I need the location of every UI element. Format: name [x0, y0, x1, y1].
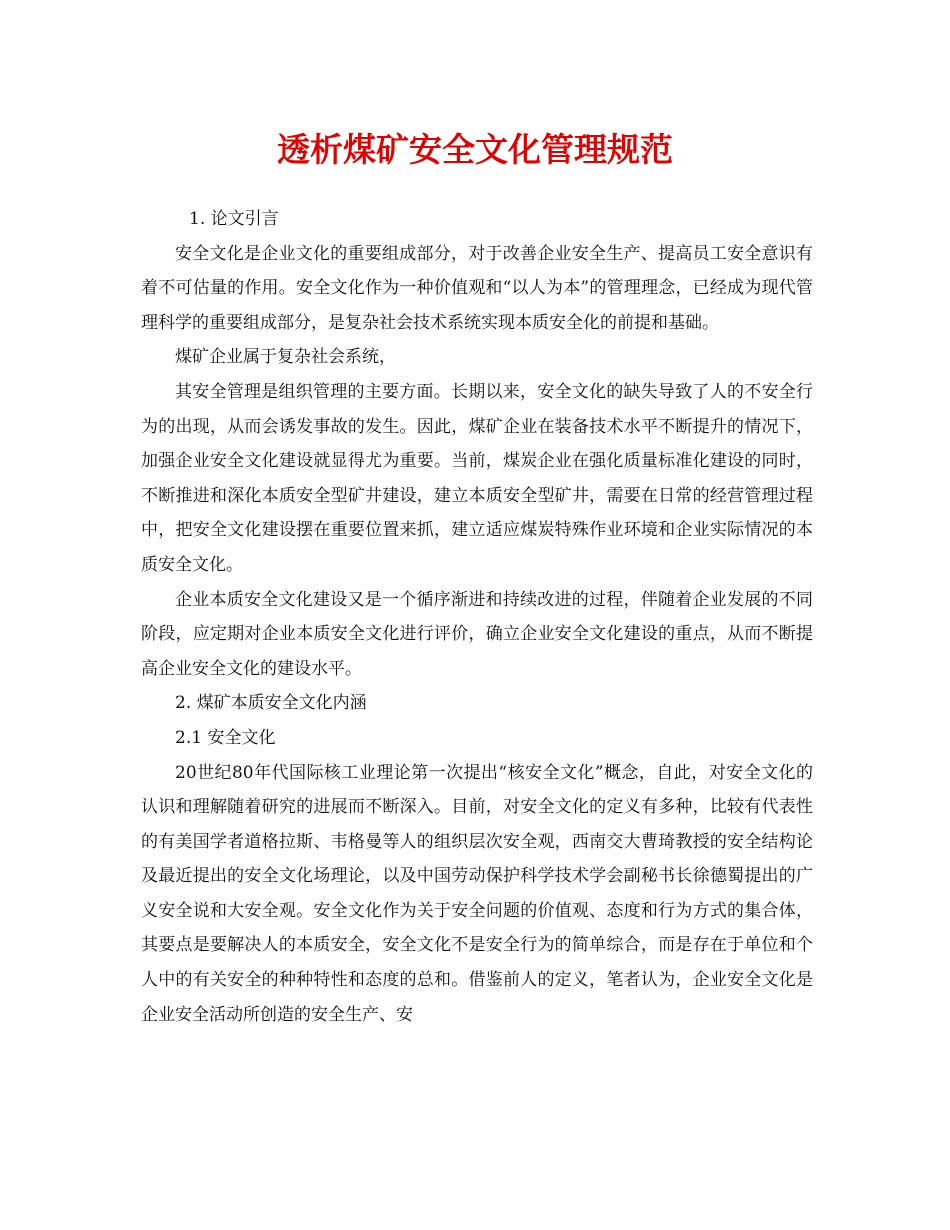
body-paragraph: 20世纪80年代国际核工业理论第一次提出“核安全文化”概念，自此，对安全文化的认识和理解随着研究的进展而不断深入。目前，对安全文化的定义有多种，比较有代表性的有美国学者道格拉斯、韦格曼等人的组织层次安全观，西南交大曹琦教授的安全结构论及最近提出的安全文化场理论，以及中国劳动保护科学技术学会副秘书长徐德蜀提出的广义安全说和大安全观。安全文化作为关于安全问题的价值观、态度和行为方式的集合体，其要点是要解决人的本质安全，安全文化不是安全行为的简单综合，而是存在于单位和个人中的有关安全的种种特性和态度的总和。借鉴前人的定义，笔者认为，企业安全文化是企业安全活动所创造的安全生产、安 — [141, 762, 813, 1025]
body-paragraph: 其安全管理是组织管理的主要方面。长期以来，安全文化的缺失导致了人的不安全行为的出现，从而会诱发事故的发生。因此，煤矿企业在装备技术水平不断提升的情况下，加强企业安全文化建设就显得尤为重要。当前，煤炭企业在强化质量标准化建设的同时，不断推进和深化本质安全型矿井建设，建立本质安全型矿井，需要在日常的经营管理过程中，把安全文化建设摆在重要位置来抓，建立适应煤炭特殊作业环境和企业实际情况的本质安全文化。 — [141, 381, 813, 575]
section-heading-introduction — [141, 202, 813, 237]
document-title: 透析煤矿安全文化管理规范 — [277, 130, 673, 169]
body-paragraph: 煤矿企业属于复杂社会系统， — [175, 347, 396, 368]
section-heading-connotation: 2. 煤矿本质安全文化内涵 — [175, 693, 367, 714]
heading-text: 1. 论文引言 — [189, 209, 279, 229]
subsection-heading-safety-culture: 2.1 安全文化 — [175, 727, 276, 748]
document-body — [141, 202, 813, 1032]
body-paragraph: 安全文化是企业文化的重要组成部分，对于改善企业安全生产、提高员工安全意识有着不可估量的作用。安全文化作为一种价值观和“以人为本”的管理理念，已经成为现代管理科学的重要组成部分，是复杂社会技术系统实现本质安全化的前提和基础。 — [141, 243, 813, 333]
body-paragraph: 企业本质安全文化建设又是一个循序渐进和持续改进的过程，伴随着企业发展的不同阶段，应定期对企业本质安全文化进行评价，确立企业安全文化建设的重点，从而不断提高企业安全文化的建设水平。 — [141, 589, 813, 679]
